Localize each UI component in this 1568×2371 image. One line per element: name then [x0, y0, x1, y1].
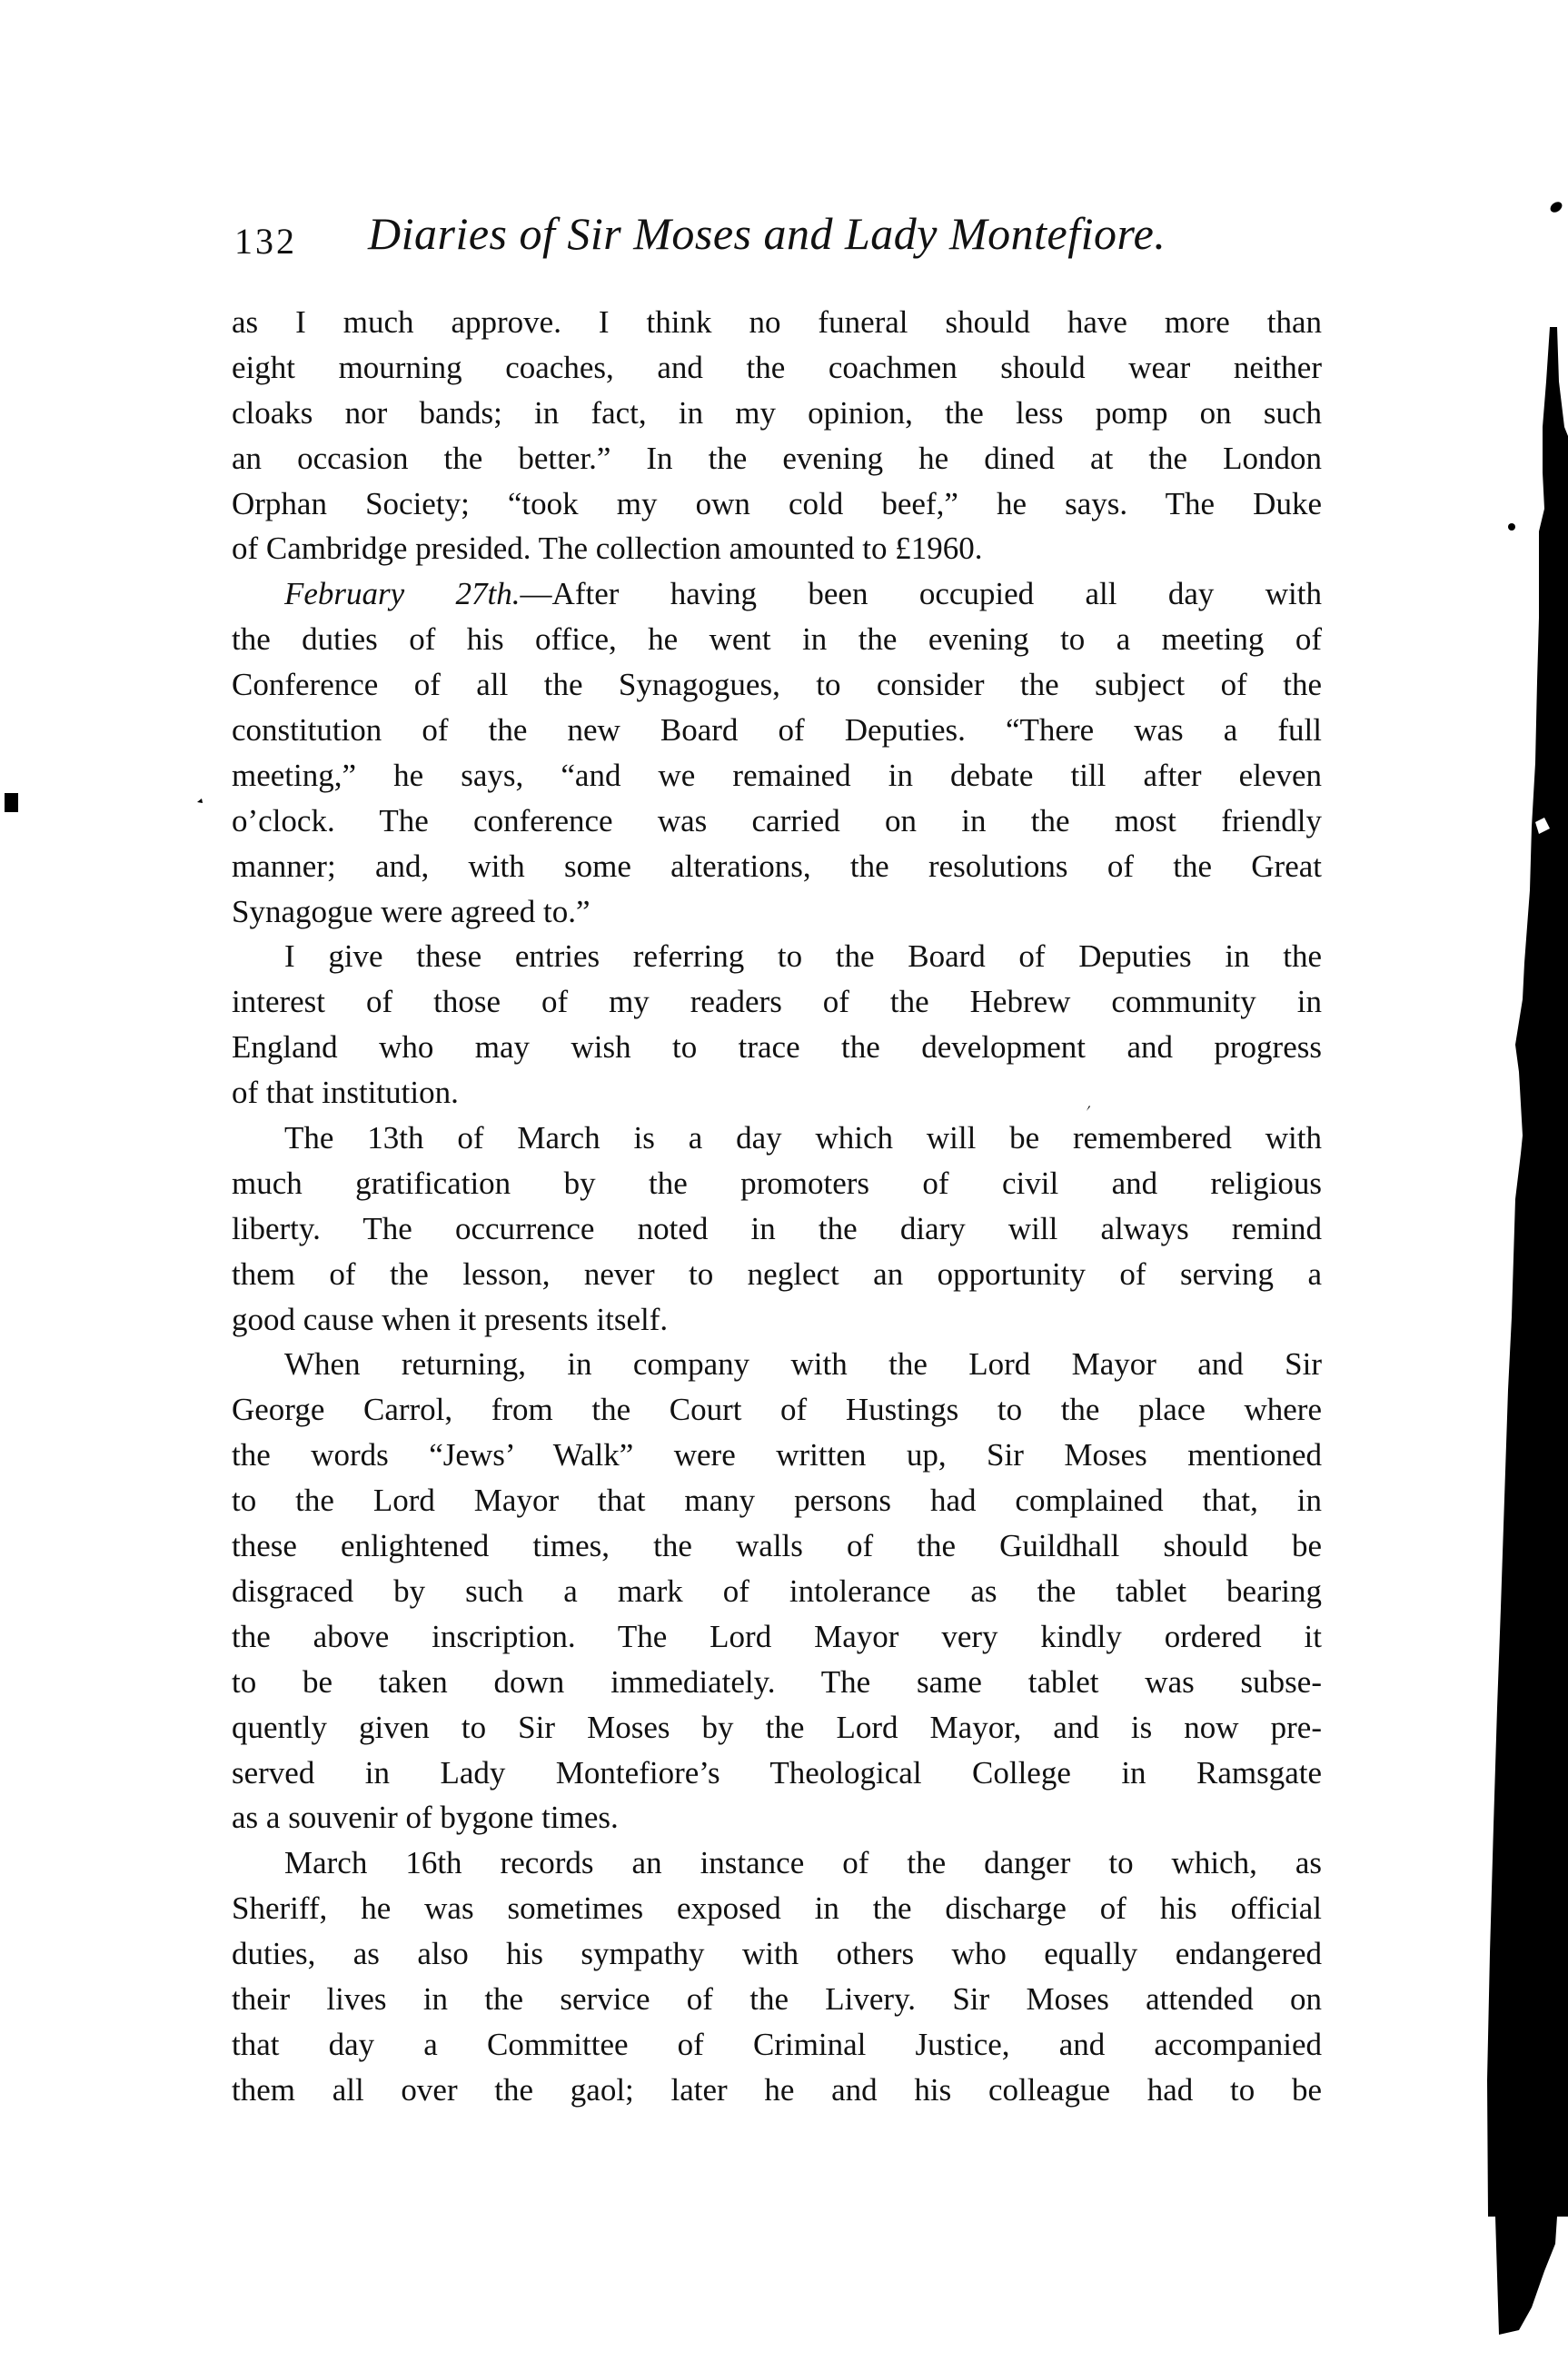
date-heading: February 27th.	[284, 576, 521, 612]
text-line	[232, 1478, 1322, 1523]
line-text: o’clock. The conference was carried on in the most friendly	[232, 802, 1322, 838]
text-line	[232, 2022, 1322, 2068]
binding-shadow-band	[1487, 327, 1568, 2335]
line-text: constitution of the new Board of Deputies. “There was a full	[232, 712, 1322, 749]
text-line	[232, 1840, 1322, 1886]
text-line	[232, 1523, 1322, 1569]
line-text: that day a Committee of Criminal Justice, and accompanied	[232, 2026, 1322, 2062]
text-line	[232, 571, 1322, 617]
stray-mark-left	[5, 793, 18, 812]
line-text: disgraced by such a mark of intolerance as the tablet bearing	[232, 1572, 1322, 1609]
text-line	[232, 889, 1322, 935]
line-text: interest of those of my readers of the Hebrew community in	[232, 984, 1322, 1020]
stray-dot-right	[1508, 523, 1515, 531]
line-text: these enlightened times, the walls of the Guildhall should be	[232, 1528, 1322, 1564]
line-text: Orphan Society; “took my own cold beef,” he says. The Duke	[232, 485, 1322, 521]
text-line	[232, 526, 1322, 571]
line-text: Synagogue were agreed to.”	[232, 893, 590, 929]
text-line	[232, 1795, 1322, 1840]
text-line	[232, 1660, 1322, 1705]
text-line	[232, 1025, 1322, 1070]
line-text: them all over the gaol; later he and his colleague had to be	[232, 2071, 1322, 2108]
line-text: March 16th records an instance of the danger to which, as	[284, 1845, 1322, 1881]
text-line	[232, 1342, 1322, 1387]
line-text: as a souvenir of bygone times.	[232, 1800, 619, 1836]
line-text: Conference of all the Synagogues, to consider the subject of the	[232, 667, 1322, 703]
line-text: their lives in the service of the Livery. Sir Moses attended on	[232, 1980, 1322, 2017]
text-line	[232, 662, 1322, 708]
text-line	[232, 1206, 1322, 1252]
page-number: 132	[234, 221, 297, 262]
line-text: an occasion the better.” In the evening he dined at the London	[232, 440, 1322, 476]
line-text: of that institution.	[232, 1075, 459, 1111]
line-text: as I much approve. I think no funeral should have more than	[232, 304, 1322, 340]
line-text: liberty. The occurrence noted in the diary will always remind	[232, 1210, 1322, 1246]
text-line	[232, 844, 1322, 889]
line-text: manner; and, with some alterations, the resolutions of the Great	[232, 848, 1322, 884]
text-line	[232, 1886, 1322, 1931]
text-line	[232, 1751, 1322, 1796]
running-header	[234, 207, 1197, 265]
line-text: much gratification by the promoters of civil and religious	[232, 1165, 1322, 1201]
text-line	[232, 708, 1322, 753]
text-line	[232, 617, 1322, 662]
text-line	[232, 1387, 1322, 1433]
text-line	[232, 934, 1322, 979]
line-text: England who may wish to trace the development and progress	[232, 1029, 1322, 1066]
text-line	[232, 1116, 1322, 1161]
running-title: Diaries of Sir Moses and Lady Montefiore.	[368, 208, 1166, 259]
stray-tick-left	[197, 799, 203, 803]
stray-mark-top-right	[1548, 200, 1563, 214]
line-text: the duties of his office, he went in the evening to a meeting of	[232, 621, 1322, 658]
line-text: quently given to Sir Moses by the Lord Mayor, and is now pre-	[232, 1709, 1322, 1745]
text-line	[232, 1297, 1322, 1343]
line-text: good cause when it presents itself.	[232, 1301, 669, 1337]
line-text: I give these entries referring to the Board of Deputies in the	[284, 938, 1322, 975]
line-text: The 13th of March is a day which will be remembered with	[284, 1120, 1322, 1156]
text-line	[232, 1705, 1322, 1751]
text-line	[232, 1614, 1322, 1660]
text-line	[232, 436, 1322, 481]
text-line	[232, 753, 1322, 799]
text-line	[232, 1433, 1322, 1478]
text-line	[232, 799, 1322, 844]
line-text: to the Lord Mayor that many persons had complained that, in	[232, 1483, 1322, 1519]
line-text: meeting,” he says, “and we remained in debate till after eleven	[232, 757, 1322, 793]
line-text: duties, as also his sympathy with others who equally endangered	[232, 1936, 1322, 1972]
body-text	[232, 300, 1322, 2113]
text-line	[232, 1569, 1322, 1614]
line-text: to be taken down immediately. The same tablet was subse-	[232, 1663, 1322, 1700]
line-text: George Carrol, from the Court of Hustings to the place where	[232, 1392, 1322, 1428]
binding-gap-left	[1535, 818, 1550, 834]
text-line	[232, 1252, 1322, 1297]
text-line	[232, 979, 1322, 1025]
line-text: eight mourning coaches, and the coachmen should wear neither	[232, 349, 1322, 385]
line-text: —After having been occupied all day with	[520, 576, 1322, 612]
text-line	[232, 1931, 1322, 1977]
line-text: Sheriff, he was sometimes exposed in the discharge of his official	[232, 1890, 1322, 1927]
line-text: the above inscription. The Lord Mayor very kindly ordered it	[232, 1618, 1322, 1654]
line-text: cloaks nor bands; in fact, in my opinion, the less pomp on such	[232, 394, 1322, 431]
text-line	[232, 345, 1322, 391]
text-line	[232, 2068, 1322, 2113]
line-text: them of the lesson, never to neglect an opportunity of serving a	[232, 1255, 1322, 1292]
line-text: served in Lady Montefiore’s Theological College in Ramsgate	[232, 1754, 1322, 1791]
line-text: of Cambridge presided. The collection amounted to £1960.	[232, 531, 983, 567]
line-text: the words “Jews’ Walk” were written up, Sir Moses mentioned	[232, 1437, 1322, 1473]
text-line	[232, 1161, 1322, 1206]
line-text: When returning, in company with the Lord Mayor and Sir	[284, 1346, 1322, 1383]
text-line	[232, 1977, 1322, 2022]
text-line	[232, 391, 1322, 436]
text-line	[232, 300, 1322, 345]
text-line	[232, 1070, 1322, 1116]
text-line	[232, 481, 1322, 527]
